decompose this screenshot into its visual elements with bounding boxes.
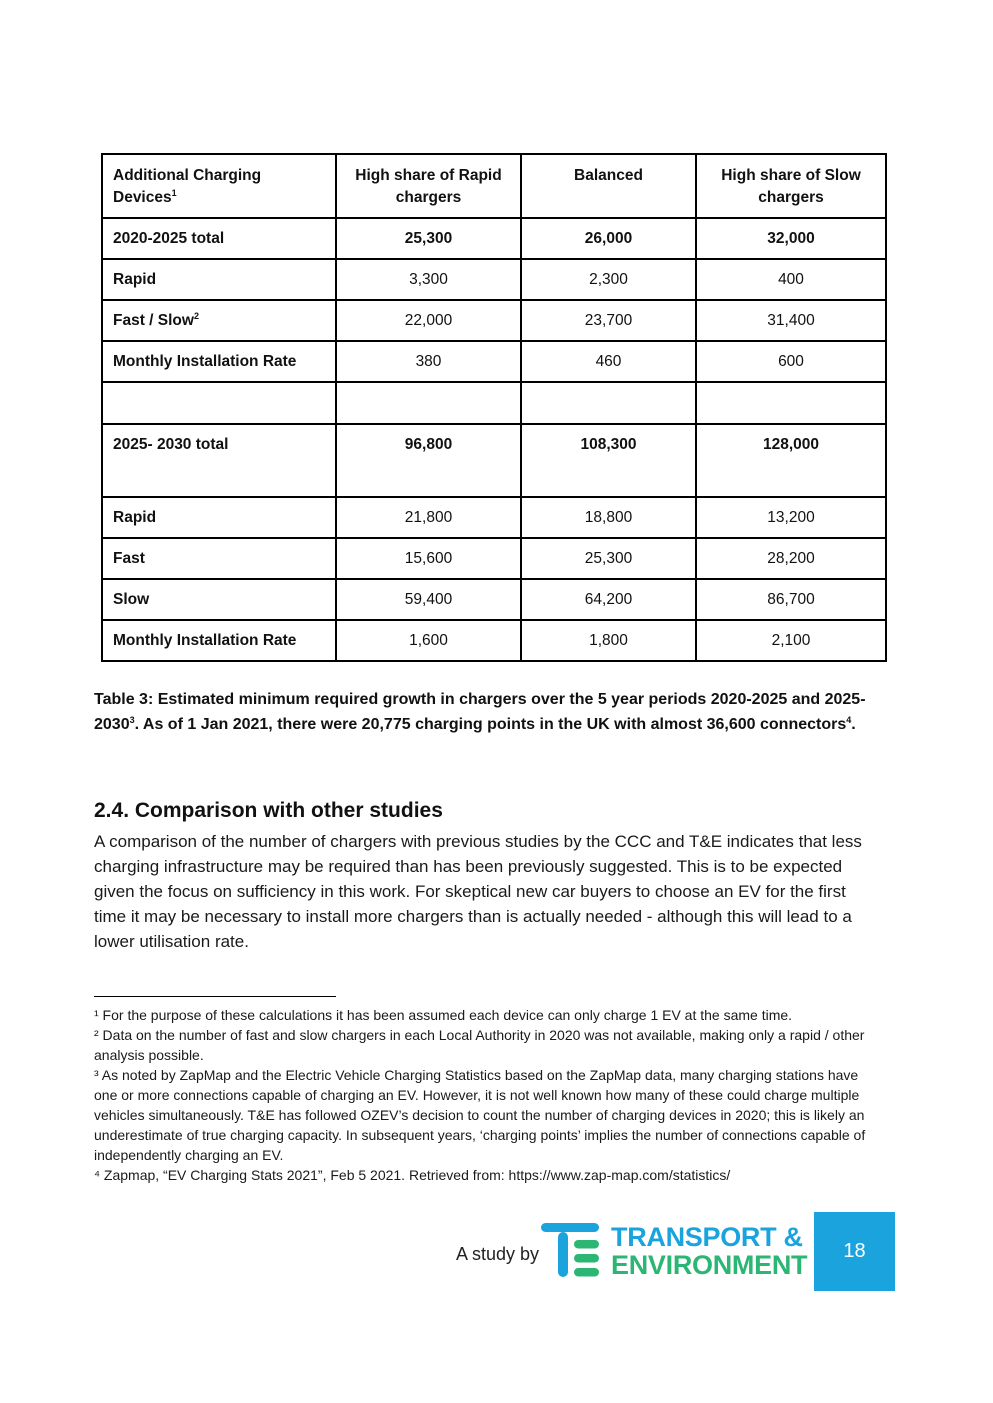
header-col-rapid: High share of Rapid chargers — [336, 154, 521, 218]
table-header-row — [102, 154, 886, 218]
cell-value: 108,300 — [521, 424, 696, 497]
logo-text-environment: ENVIRONMENT — [611, 1250, 808, 1280]
caption-footnote-ref: 4 — [846, 715, 852, 725]
row-label-cell — [102, 300, 336, 341]
footnote-1: ¹ For the purpose of these calculations it has been assumed each device can only charge 1 EV at the same time. — [94, 1007, 793, 1023]
table-spacer-row — [102, 382, 886, 424]
cell-value: 400 — [696, 259, 886, 300]
cell-value: 13,200 — [696, 497, 886, 538]
row-label: Monthly Installation Rate — [102, 620, 336, 661]
cell-value: 28,200 — [696, 538, 886, 579]
table-row — [102, 497, 886, 538]
cell-value: 15,600 — [336, 538, 521, 579]
cell-value: 22,000 — [336, 300, 521, 341]
table-caption — [94, 687, 874, 737]
table-row — [102, 259, 886, 300]
empty-cell — [696, 382, 886, 424]
cell-value: 59,400 — [336, 579, 521, 620]
cell-value: 3,300 — [336, 259, 521, 300]
row-label: Monthly Installation Rate — [102, 341, 336, 382]
footnote-3: ³ As noted by ZapMap and the Electric Vehicle Charging Statistics based on the ZapMap data, many charging stations have one or more connections capable of charging an EV. However, it is not well known how many of these could charge multiple vehicles simultaneously. T&E has followed OZEV’s decision to count the number of charging devices in 2020; this is likely an underestimate of true charging capacity. In subsequent years, ‘charging points’ implies the number of connections capable of independently charging an EV. — [94, 1067, 866, 1163]
footnote-divider — [94, 996, 336, 997]
section-heading: 2.4. Comparison with other studies — [94, 799, 443, 822]
cell-value: 18,800 — [521, 497, 696, 538]
study-by-label: A study by — [456, 1244, 540, 1264]
cell-value: 380 — [336, 341, 521, 382]
empty-cell — [336, 382, 521, 424]
row-label: 2025- 2030 total — [102, 424, 336, 497]
cell-value: 1,800 — [521, 620, 696, 661]
table-row — [102, 341, 886, 382]
row-label: Fast — [102, 538, 336, 579]
table-row — [102, 538, 886, 579]
cell-value: 128,000 — [696, 424, 886, 497]
caption-text: Table 3: Estimated minimum required growth in chargers over the 5 year periods 2020-2025 and 2025-2030 — [94, 691, 866, 733]
cell-value: 2,100 — [696, 620, 886, 661]
header-col-slow: High share of Slow chargers — [696, 154, 886, 218]
caption-footnote-ref: 3 — [129, 715, 135, 725]
table-row — [102, 579, 886, 620]
empty-cell — [521, 382, 696, 424]
header-label-sup: 1 — [171, 188, 177, 198]
transport-environment-logo — [541, 1223, 811, 1279]
cell-value: 460 — [521, 341, 696, 382]
page-number: 18 — [814, 1212, 895, 1291]
row-label: Rapid — [102, 497, 336, 538]
caption-text: . — [851, 716, 856, 733]
empty-cell — [102, 382, 336, 424]
logo-text-transport: TRANSPORT & — [611, 1222, 803, 1252]
row-label: Fast / Slow — [113, 312, 194, 329]
caption-text: . As of 1 Jan 2021, there were 20,775 charging points in the UK with almost 36,600 connectors — [134, 716, 847, 733]
cell-value: 2,300 — [521, 259, 696, 300]
row-label: Rapid — [102, 259, 336, 300]
footnotes — [94, 1005, 874, 1185]
table-row — [102, 424, 886, 497]
charging-devices-table — [101, 153, 887, 662]
row-label: Slow — [102, 579, 336, 620]
cell-value: 26,000 — [521, 218, 696, 259]
cell-value: 1,600 — [336, 620, 521, 661]
te-logo-mark-icon — [541, 1223, 601, 1279]
table-row — [102, 620, 886, 661]
table-row — [102, 218, 886, 259]
header-label-cell — [102, 154, 336, 218]
header-col-balanced: Balanced — [521, 154, 696, 218]
cell-value: 32,000 — [696, 218, 886, 259]
table-row — [102, 300, 886, 341]
row-label-sup: 2 — [193, 311, 199, 321]
footnote-4: ⁴ Zapmap, “EV Charging Stats 2021”, Feb 5 2021. Retrieved from: https://www.zap-map.com/statistics/ — [94, 1167, 731, 1183]
body-paragraph: A comparison of the number of chargers with previous studies by the CCC and T&E indicates that less charging infrastructure may be required than has been previously suggested. This is to be expected given the focus on sufficiency in this work. For skeptical new car buyers to choose an EV for the first time it may be necessary to install more chargers than is actually needed - although this will lead to a lower utilisation rate. — [94, 832, 862, 951]
cell-value: 25,300 — [336, 218, 521, 259]
cell-value: 86,700 — [696, 579, 886, 620]
cell-value: 600 — [696, 341, 886, 382]
row-label: 2020-2025 total — [102, 218, 336, 259]
cell-value: 31,400 — [696, 300, 886, 341]
cell-value: 64,200 — [521, 579, 696, 620]
cell-value: 96,800 — [336, 424, 521, 497]
header-label: Additional Charging Devices — [113, 167, 262, 206]
footnote-2: ² Data on the number of fast and slow chargers in each Local Authority in 2020 was not available, making only a rapid / other analysis possible. — [94, 1027, 865, 1063]
cell-value: 23,700 — [521, 300, 696, 341]
cell-value: 21,800 — [336, 497, 521, 538]
cell-value: 25,300 — [521, 538, 696, 579]
